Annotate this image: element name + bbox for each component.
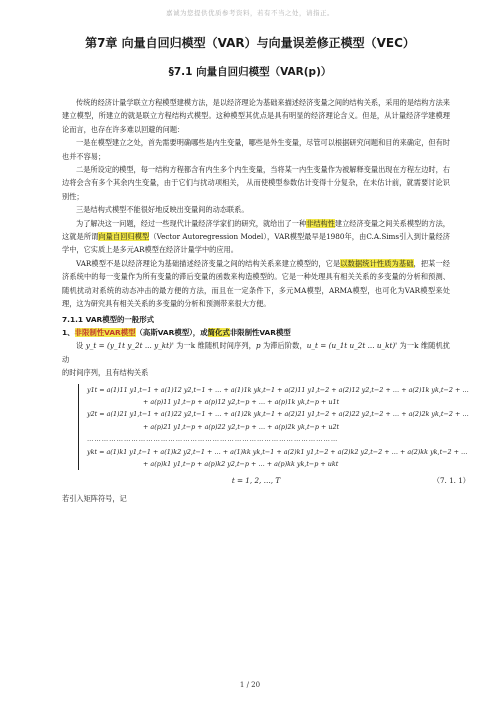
paragraph-6	[62, 257, 450, 311]
equation-ellipsis: …………………………………………………………………………………………	[87, 435, 339, 444]
highlight-var-model: 向量自回归模型	[98, 232, 150, 242]
watermark: 嘉诚为您提供优质参考资料，若有不当之处，请指正。	[166, 9, 334, 17]
paragraph-5	[62, 217, 450, 257]
item-1-text-c: 非限制性VAR模型	[229, 327, 291, 337]
paragraph-3: 二是所设定的模型，每一结构方程都含有内生多个内生变量，当将某一内生变量作为被解释变量出现在方程左边时，右边将会含有多个其余内生变量，由于它们与扰动项相关， 从而使模型参数估计变得十分复杂，在未估计前，就需要讨论识别性；	[62, 165, 450, 201]
paragraph-5-text-a: 为了解决这一问题，经过一些现代计量经济学家们的研究，就给出了一种	[76, 218, 307, 228]
paragraph-5-text-c: （Vector Autoregression Model），VAR模型最早是1980年，由C.A.Sims引入到计量经济学中，它实质上是多元AR模型在经济计量学中的应用。	[62, 232, 450, 255]
setup-text-b: 为一k 维随机时间序列，	[173, 341, 256, 351]
matrix-note: 若引入矩阵符号，记	[62, 493, 127, 503]
yt-vector: y_t = (y_1t y_2t ... y_kt)'	[85, 341, 174, 351]
subsection-heading: 7.1.1 VAR模型的一般形式	[62, 314, 154, 324]
item-1-heading	[62, 326, 450, 339]
highlight-reduced-form: 简化式	[207, 327, 230, 337]
item-1-text-b: （高斯VAR模型），或	[135, 327, 208, 337]
setup-text-a: 设	[76, 341, 86, 351]
paragraph-5-text-b: 建立经济变量之间关系模型的方法，这就是所谓	[62, 218, 450, 242]
highlight-unrestricted-var: 非限制性VAR模型	[74, 327, 136, 337]
paragraph-6-text-a: VAR模型不是以经济理论为基础描述经济变量之间的结构关系来建立模型的，它是	[76, 258, 341, 268]
highlight-data-statistics: 以数据统计性质为基础	[340, 258, 414, 268]
equation-line-6: + a(p)k1 y1,t−p + a(p)k2 y2,t−p + … + a(p)kk yk,t−p + ukt	[143, 459, 339, 468]
paragraph-2: 一是在模型建立之处，首先需要明确哪些是内生变量，哪些是外生变量，尽管可以根据研究问题和目的来确定，但有时也并不容易；	[62, 138, 450, 161]
equation-line-5: ykt = a(1)k1 y1,t−1 + a(1)k2 y2,t−1 + … + a(1)kk yk,t−1 + a(2)k1 y1,t−2 + a(2)k2 y2,t−2 + … + a(2)kk yk,t−2 + …	[87, 447, 468, 456]
equation-line-4: + a(p)21 y1,t−p + a(p)22 y2,t−p + … + a(p)2k yk,t−p + u2t	[143, 422, 340, 431]
equation-line-2: + a(p)11 y1,t−p + a(p)12 y2,t−p + … + a(p)1k yk,t−p + u1t	[143, 397, 340, 406]
item-1-number: 1、	[62, 327, 75, 337]
document-body	[62, 96, 470, 505]
lag-order-symbol: p	[255, 341, 261, 351]
setup-text-d: 为一k 维随机扰动	[62, 341, 450, 364]
chapter-title: 第7章 向量自回归模型（VAR）与向量误差修正模型（VEC）	[85, 36, 415, 50]
page-number: 1 / 20	[239, 681, 261, 689]
setup-text-c: 为滞后阶数，	[260, 341, 307, 351]
setup-paragraph	[62, 339, 450, 366]
paragraph-4: 三是结构式模型不能很好地反映出变量间的动态联系。	[76, 205, 249, 215]
setup-continuation: 的时间序列，且有结构关系	[62, 368, 149, 378]
time-range-text: t = 1, 2, …, T	[231, 476, 281, 486]
ut-vector: u_t = (u_1t u_2t ... u_kt)'	[306, 341, 398, 351]
paragraph-1: 传统的经济计量学联立方程模型建模方法，是以经济理论为基础来描述经济变量之间的结构关系，采用的是结构方法来建立模型，所建立的就是联立方程结构式模型。这种模型其优点是具有明显的经济理论含义。但是，从计量经济学建模理论而言，也存在许多难以回避的问题：	[62, 98, 450, 134]
equation-line-3: y2t = a(1)21 y1,t−1 + a(1)22 y2,t−1 + … + a(1)2k yk,t−1 + a(2)21 y1,t−2 + a(2)22 y2,t−2 + … + a(2)2k yk,t−2 + …	[87, 410, 469, 419]
section-title: §7.1 向量自回归模型（VAR(p)）	[168, 66, 332, 78]
highlight-nonstructural: 非结构性	[306, 218, 335, 228]
equation-line-1: y1t = a(1)11 y1,t−1 + a(1)12 y2,t−1 + … + a(1)1k yk,t−1 + a(2)11 y1,t−2 + a(2)12 y2,t−2 + … + a(2)1k yk,t−2 + …	[87, 385, 469, 394]
equation-number: （7. 1. 1）	[432, 476, 470, 486]
time-range	[62, 474, 470, 487]
paragraph-6-text-b: ，把某一经济系统中的每一变量作为所有变量的滞后变量的函数来构造模型的。它是一种处理具有相关关系的多变量的分析和预测、随机扰动对系统的动态冲击的最方便的方法，而且在一定条件下，多元MA模型，ARMA模型，也可化为VAR模型来处理，这为研究具有相关关系的多变量的分析和预测带来很大方便。	[62, 258, 450, 309]
equation-system	[78, 384, 469, 471]
